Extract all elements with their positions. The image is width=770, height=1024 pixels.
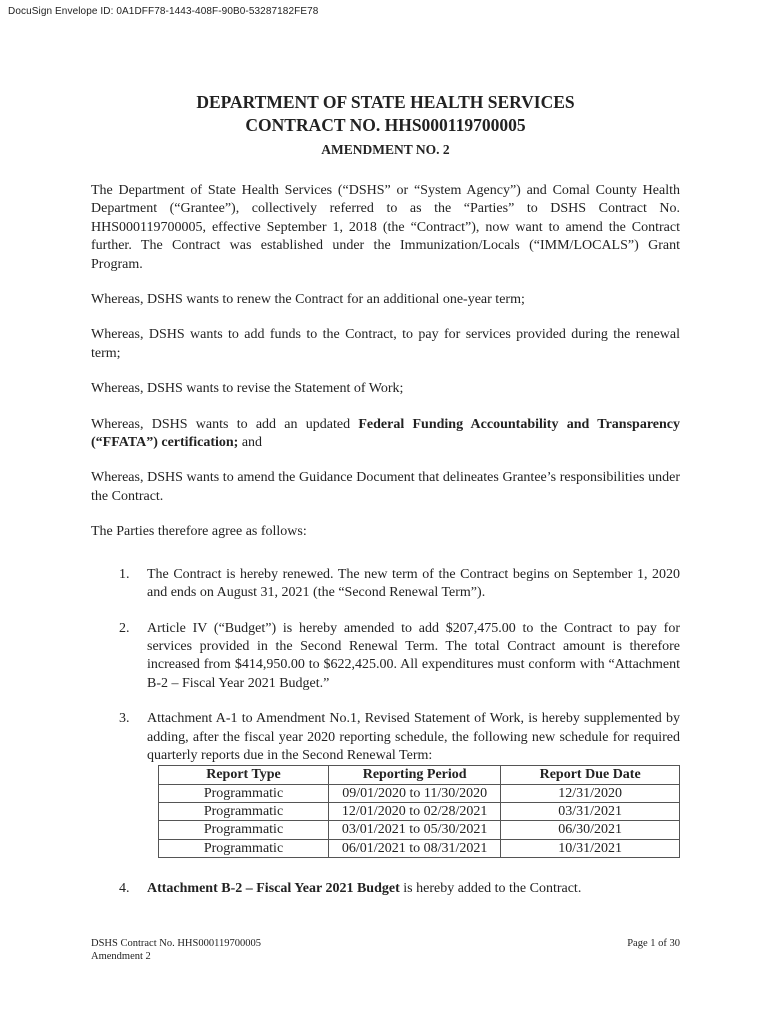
- table-cell: 12/01/2020 to 02/28/2021: [329, 802, 501, 820]
- whereas-ffata: [91, 416, 680, 453]
- item-text: is hereby added to the Contract.: [399, 880, 582, 896]
- item-number: 2.: [119, 620, 130, 636]
- whereas-ffata-pre: Whereas, DSHS wants to add an updated: [91, 416, 359, 432]
- item-number: 4.: [119, 880, 130, 896]
- column-header: Reporting Period: [329, 766, 501, 784]
- agree-statement: The Parties therefore agree as follows:: [91, 524, 307, 540]
- column-header: Report Type: [159, 766, 329, 784]
- item-text: Article IV (“Budget”) is hereby amended to add $207,475.00 to the Contract to pay for services provided in the Second Renewal Term. The total Contract amount is therefore increased from $414,950.00 to $622,425.00. All expenditures must conform with “Attachment B-2 – Fiscal Year 2021 Budget.”: [147, 620, 680, 691]
- table-cell: 06/30/2021: [501, 821, 680, 839]
- footer-left: [91, 937, 261, 963]
- document-body: [91, 91, 680, 898]
- table-row: [159, 839, 680, 857]
- whereas-guidance: Whereas, DSHS wants to amend the Guidance Document that delineates Grantee’s responsibilities under the Contract.: [91, 470, 680, 504]
- footer-contract-number: DSHS Contract No. HHS000119700005: [91, 938, 261, 949]
- list-item: [91, 566, 680, 603]
- title-department: DEPARTMENT OF STATE HEALTH SERVICES: [196, 92, 575, 112]
- whereas-sow: Whereas, DSHS wants to revise the Statement of Work;: [91, 381, 404, 397]
- table-row: [159, 802, 680, 820]
- whereas-ffata-post: and: [238, 435, 263, 451]
- report-schedule-table: [158, 765, 680, 857]
- envelope-id: DocuSign Envelope ID: 0A1DFF78-1443-408F-90B0-53287182FE78: [8, 6, 319, 17]
- table-cell: 03/31/2021: [501, 802, 680, 820]
- table-cell: Programmatic: [159, 784, 329, 802]
- ffata-certification: Federal Funding Accountability and Transparency (“FFATA”) certification;: [91, 416, 680, 451]
- page-number: Page 1 of 30: [627, 938, 680, 949]
- table-cell: 09/01/2020 to 11/30/2020: [329, 784, 501, 802]
- item-text: The Contract is hereby renewed. The new term of the Contract begins on September 1, 2020 and ends on August 31, 2021 (the “Second Renewal Term”).: [147, 566, 680, 601]
- item-number: 1.: [119, 566, 130, 582]
- column-header: Report Due Date: [501, 766, 680, 784]
- whereas-renew: Whereas, DSHS wants to renew the Contract for an additional one-year term;: [91, 292, 525, 308]
- intro-paragraph: The Department of State Health Services (“DSHS” or “System Agency”) and Comal County Health Department (“Grantee”), collectively referred to as the “Parties” to DSHS Contract No. HHS000119700005, effective September 1, 2018 (the “Contract”), now want to amend the Contract further. The Contract was established under the Immunization/Locals (“IMM/LOCALS”) Grant Program.: [91, 183, 680, 272]
- amendment-items-continued: [91, 880, 680, 898]
- attachment-b2-title: Attachment B-2 – Fiscal Year 2021 Budget: [147, 880, 400, 896]
- footer-amendment: Amendment 2: [91, 951, 151, 962]
- table-row: [159, 784, 680, 802]
- list-item: [91, 710, 680, 765]
- item-text: Attachment A-1 to Amendment No.1, Revised Statement of Work, is hereby supplemented by adding, after the fiscal year 2020 reporting schedule, the following new schedule for required quarterly reports due in the Second Renewal Term:: [147, 711, 680, 763]
- amendment-heading: AMENDMENT NO. 2: [321, 142, 450, 157]
- table-cell: Programmatic: [159, 821, 329, 839]
- amendment-items: [91, 566, 680, 766]
- item-number: 3.: [119, 711, 130, 727]
- whereas-funds: Whereas, DSHS wants to add funds to the Contract, to pay for services provided during the renewal term;: [91, 327, 680, 361]
- table-cell: 06/01/2021 to 08/31/2021: [329, 839, 501, 857]
- table-cell: 03/01/2021 to 05/30/2021: [329, 821, 501, 839]
- list-item: [91, 620, 680, 694]
- table-header-row: [159, 766, 680, 784]
- title-contract-number: CONTRACT NO. HHS000119700005: [245, 115, 526, 135]
- table-row: [159, 821, 680, 839]
- table-cell: 10/31/2021: [501, 839, 680, 857]
- table-cell: Programmatic: [159, 802, 329, 820]
- list-item: [91, 880, 680, 898]
- table-cell: Programmatic: [159, 839, 329, 857]
- table-cell: 12/31/2020: [501, 784, 680, 802]
